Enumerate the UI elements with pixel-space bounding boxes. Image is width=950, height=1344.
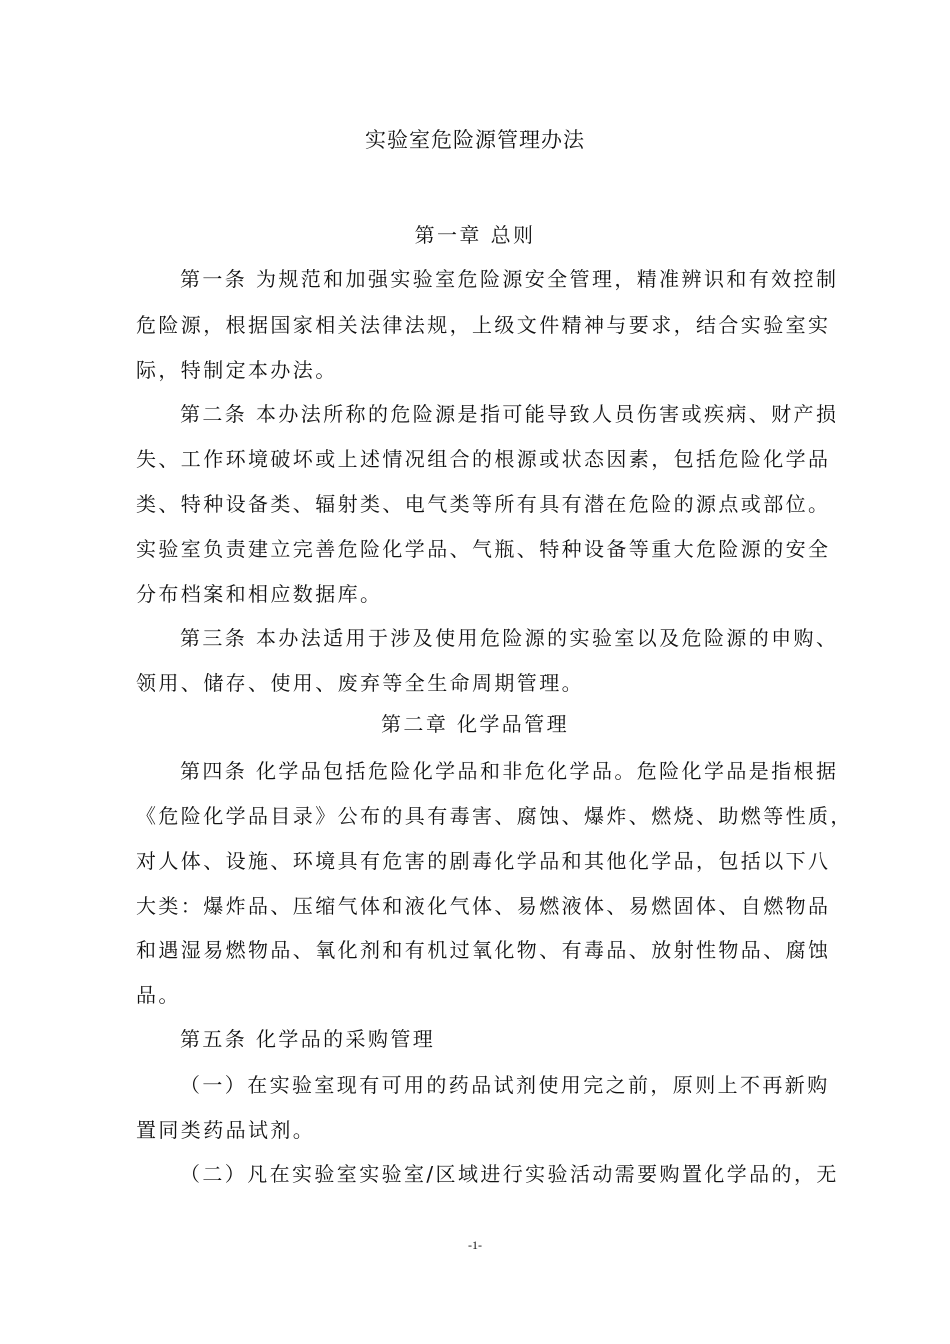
paragraph-line: 置同类药品试剂。 bbox=[136, 1118, 316, 1142]
paragraph-line: 和遇湿易燃物品、氧化剂和有机过氧化物、有毒品、放射性物品、腐蚀 bbox=[136, 938, 831, 962]
paragraph-line: 第三条 本办法适用于涉及使用危险源的实验室以及危险源的申购、 bbox=[180, 626, 839, 650]
paragraph-line: 对人体、设施、环境具有危害的剧毒化学品和其他化学品，包括以下八 bbox=[136, 849, 831, 873]
paragraph-line: 类、特种设备类、辐射类、电气类等所有具有潜在危险的源点或部位。 bbox=[136, 492, 831, 516]
page-number: -1- bbox=[468, 1238, 482, 1252]
paragraph-line: 第一条 为规范和加强实验室危险源安全管理，精准辨识和有效控制 bbox=[180, 267, 839, 291]
paragraph-line: 危险源，根据国家相关法律法规，上级文件精神与要求，结合实验室实 bbox=[136, 313, 831, 337]
paragraph-line: 《危险化学品目录》公布的具有毒害、腐蚀、爆炸、燃烧、助燃等性质， bbox=[136, 804, 853, 828]
paragraph-line: 分布档案和相应数据库。 bbox=[136, 582, 383, 606]
paragraph-line: 际，特制定本办法。 bbox=[136, 358, 338, 382]
chapter-heading: 第一章 总则 bbox=[414, 223, 536, 247]
paragraph-line: 品。 bbox=[136, 983, 181, 1007]
paragraph-line: 第四条 化学品包括危险化学品和非危化学品。危险化学品是指根据 bbox=[180, 759, 839, 783]
chapter-heading: 第二章 化学品管理 bbox=[381, 712, 569, 736]
paragraph-line: （一）在实验室现有可用的药品试剂使用完之前，原则上不再新购 bbox=[180, 1073, 830, 1097]
document-title: 实验室危险源管理办法 bbox=[365, 128, 585, 152]
paragraph-line: 实验室负责建立完善危险化学品、气瓶、特种设备等重大危险源的安全 bbox=[136, 537, 831, 561]
paragraph-line: 第二条 本办法所称的危险源是指可能导致人员伤害或疾病、财产损 bbox=[180, 402, 839, 426]
paragraph-line: 领用、储存、使用、废弃等全生命周期管理。 bbox=[136, 671, 584, 695]
paragraph-line: 失、工作环境破坏或上述情况组合的根源或状态因素，包括危险化学品 bbox=[136, 447, 831, 471]
article-heading: 第五条 化学品的采购管理 bbox=[180, 1027, 436, 1051]
paragraph-line: 大类：爆炸品、压缩气体和液化气体、易燃液体、易燃固体、自燃物品 bbox=[136, 894, 831, 918]
paragraph-line: （二）凡在实验室实验室/区域进行实验活动需要购置化学品的，无 bbox=[180, 1162, 839, 1186]
